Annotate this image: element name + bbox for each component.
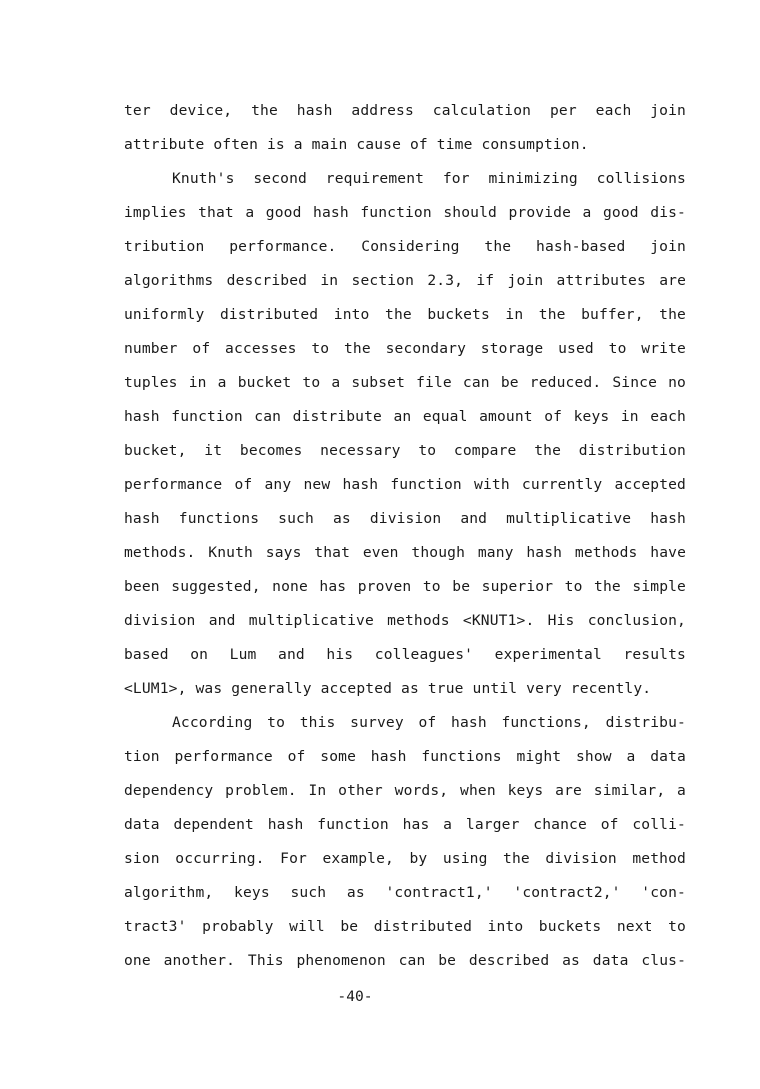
body-text — [124, 97, 686, 981]
text-line: <LUM1>, was generally accepted as true until very recently. — [124, 680, 652, 697]
text-line: hash functions such as division and multiplicative hash — [124, 510, 686, 527]
text-line: dependency problem. In other words, when keys are similar, a — [124, 782, 686, 799]
text-line: tribution performance. Considering the hash-based join — [124, 238, 686, 255]
text-line: hash function can distribute an equal amount of keys in each — [124, 408, 686, 425]
text-line: tract3' probably will be distributed into buckets next to — [124, 918, 686, 935]
text-line: tuples in a bucket to a subset file can be reduced. Since no — [124, 374, 686, 391]
text-line: implies that a good hash function should provide a good dis- — [124, 204, 686, 221]
text-line: one another. This phenomenon can be described as data clus- — [124, 952, 686, 969]
text-line: performance of any new hash function with currently accepted — [124, 476, 686, 493]
text-line: uniformly distributed into the buckets in the buffer, the — [124, 306, 686, 323]
text-line: methods. Knuth says that even though many hash methods have — [124, 544, 686, 561]
text-line: algorithm, keys such as 'contract1,' 'contract2,' 'con- — [124, 884, 686, 901]
text-line: number of accesses to the secondary storage used to write — [124, 340, 686, 357]
text-line: tion performance of some hash functions might show a data — [124, 748, 686, 765]
text-line: According to this survey of hash functions, distribu- — [172, 714, 686, 731]
text-line: based on Lum and his colleagues' experimental results — [124, 646, 686, 663]
page-number: -40- — [337, 988, 373, 1005]
text-line: sion occurring. For example, by using the division method — [124, 850, 686, 867]
text-line: algorithms described in section 2.3, if join attributes are — [124, 272, 686, 289]
text-line: division and multiplicative methods <KNUT1>. His conclusion, — [124, 612, 686, 629]
text-line: bucket, it becomes necessary to compare the distribution — [124, 442, 686, 459]
text-line: been suggested, none has proven to be superior to the simple — [124, 578, 686, 595]
text-line: Knuth's second requirement for minimizing collisions — [172, 170, 686, 187]
text-line: ter device, the hash address calculation per each join — [124, 102, 686, 119]
text-line: data dependent hash function has a larger chance of colli- — [124, 816, 686, 833]
text-line: attribute often is a main cause of time consumption. — [124, 136, 589, 153]
